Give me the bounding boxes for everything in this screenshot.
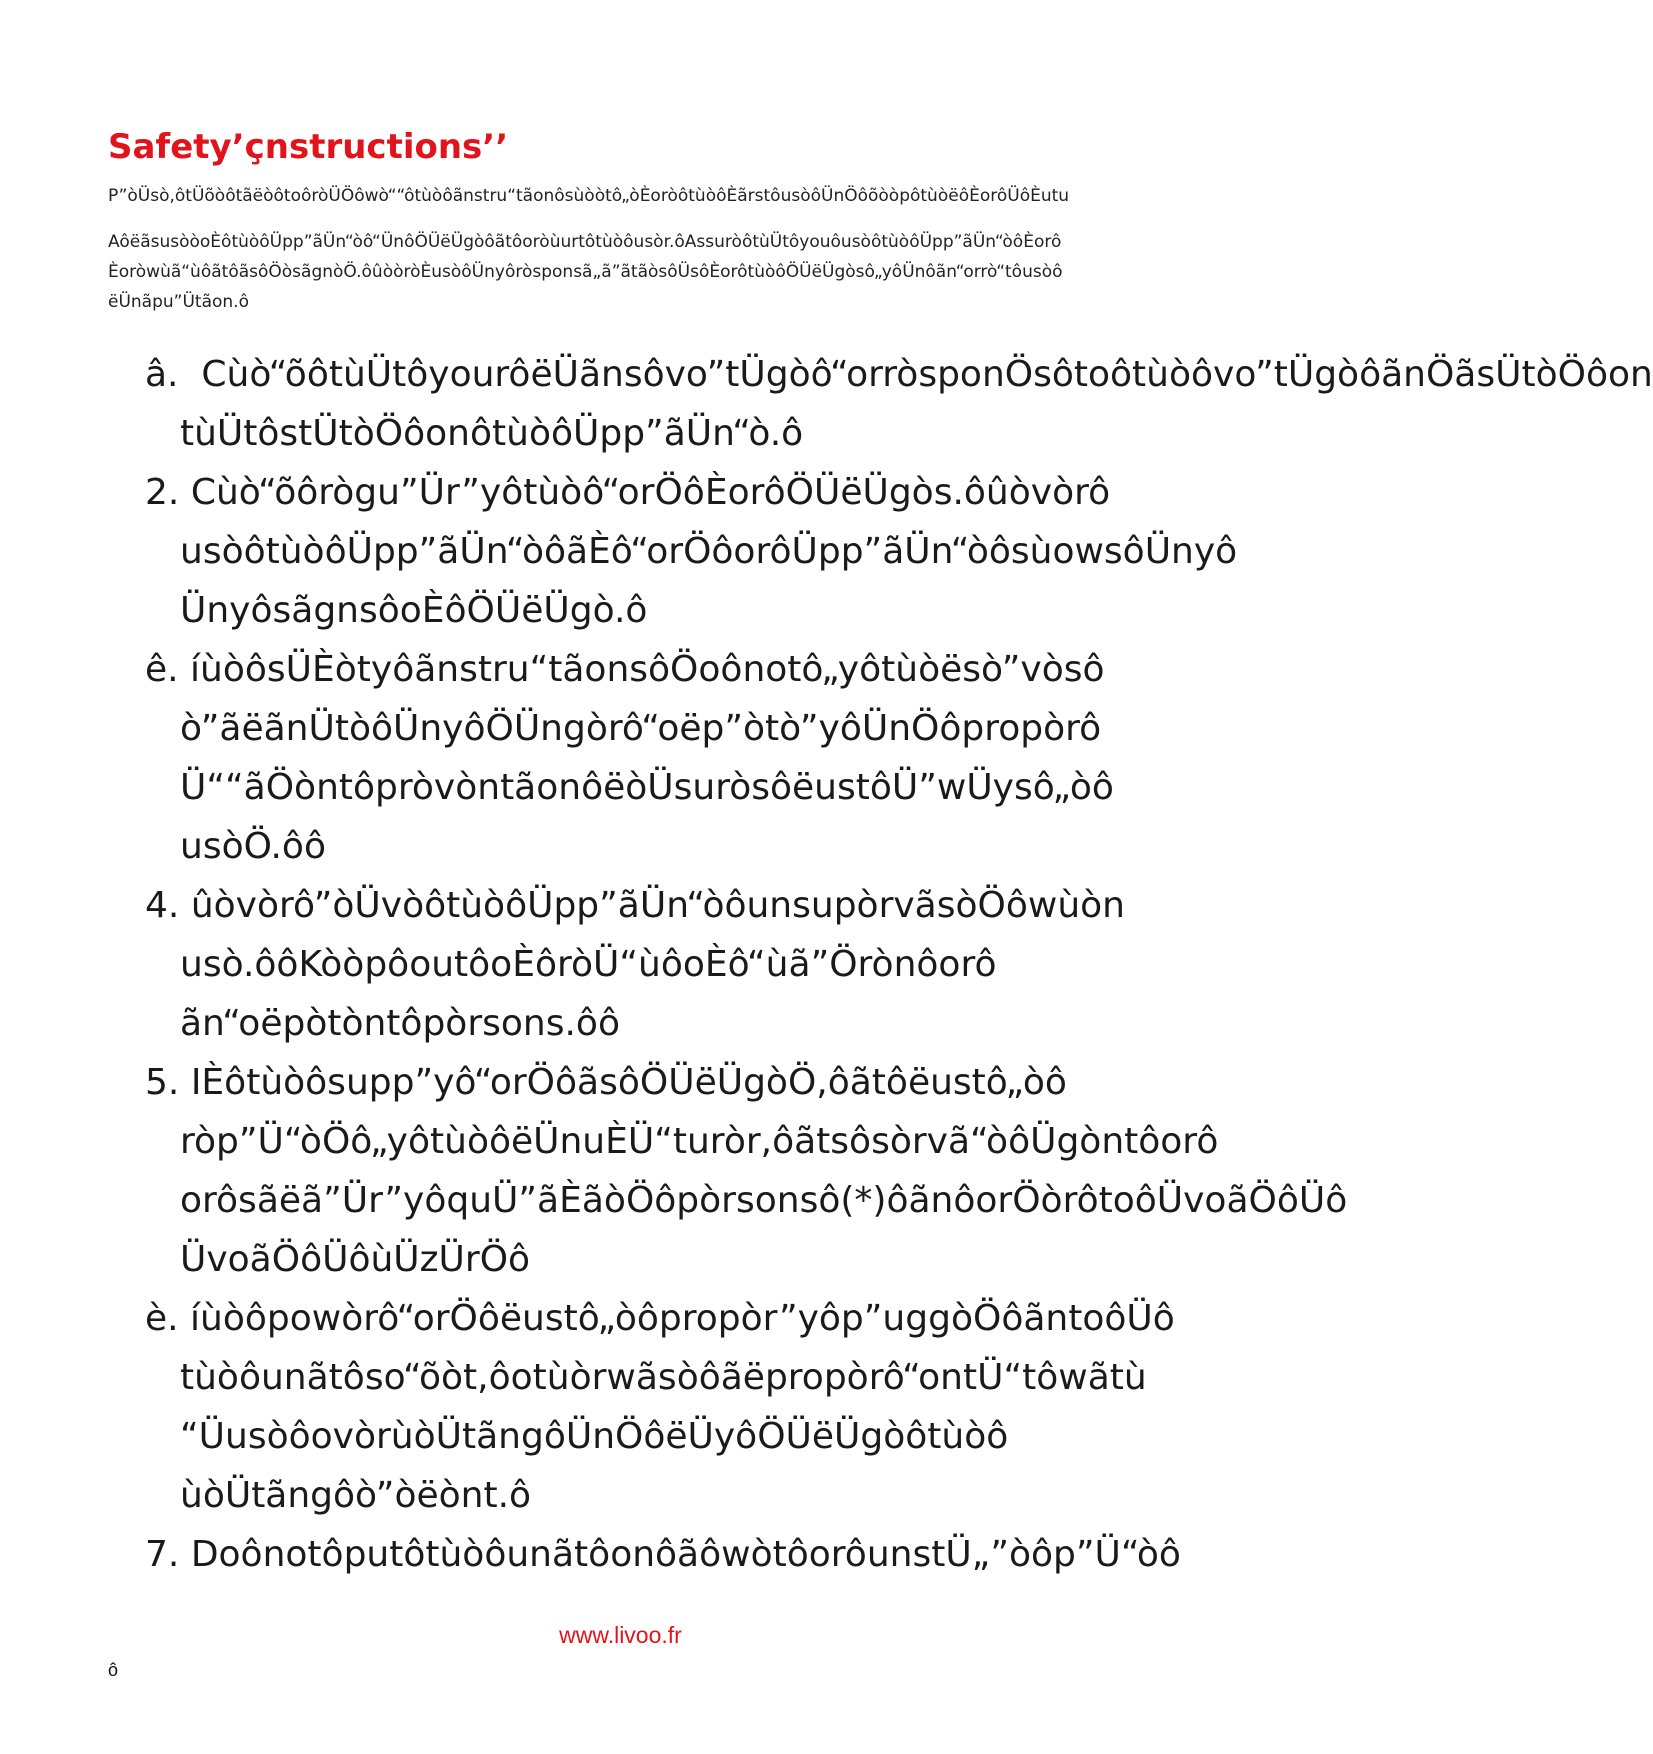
list-item-line bbox=[145, 640, 1213, 699]
list-item-number: ê. bbox=[145, 649, 179, 690]
list-item-line: ÜnyôsãgnsôoÈôÖÜëÜgò.ô bbox=[180, 590, 648, 631]
list-item-line: ùòÜtãngôò”òëònt.ô bbox=[180, 1475, 532, 1516]
list-item-line: tùòôunãtôso“õòt,ôotùòrwãsòôãëpropòrô“ontÜ“tôwãtù bbox=[180, 1357, 1147, 1398]
page-number: ô bbox=[108, 1660, 119, 1680]
intro-paragraph-2-line: Èoròwùã“ùôãtôãsôÖòsãgnòÖ.ôûòòròÈusòôÜnyôròsponsã„ã”ãtãòsôÜsôÈorôtùòôÖÜëÜgòsô„yôÜnôãn“orrò“tôusòô bbox=[108, 262, 1063, 282]
list-item-number: è. bbox=[145, 1298, 179, 1339]
list-item-text: Cùò“õôtùÜtôyourôëÜãnsôvo”tÜgòô“orròsponÖsôtoôtùòôvo”tÜgòôãnÖãsÜtòÖôon bbox=[201, 354, 1653, 395]
list-item-number: â. bbox=[145, 354, 179, 395]
website-link[interactable]: www.livoo.fr bbox=[559, 1622, 682, 1648]
list-item bbox=[145, 1525, 1213, 1584]
list-item-line: tùÜtôstÜtòÖôonôtùòôÜpp”ãÜn“ò.ô bbox=[180, 413, 804, 454]
list-item bbox=[145, 1053, 1348, 1289]
list-item-line bbox=[145, 1053, 1213, 1112]
list-item-text: ûòvòrô”òÜvòôtùòôÜpp”ãÜn“òôunsupòrvãsòÖôwùòn bbox=[190, 885, 1125, 926]
list-item-line bbox=[145, 345, 1653, 404]
intro-paragraph-2 bbox=[108, 227, 1213, 317]
list-item-number: 2. bbox=[145, 472, 180, 513]
intro-paragraph-2-line: ëÜnãpu”Ütãon.ô bbox=[108, 292, 249, 312]
list-item-line: ò”ãëãnÜtòôÜnyôÖÜngòrô“oëp”òtò”yôÜnÖôpropòrô bbox=[180, 708, 1102, 749]
list-item-line: usòôtùòôÜpp”ãÜn“òôãÈô“orÖôorôÜpp”ãÜn“òôsùowsôÜnyô bbox=[180, 531, 1238, 572]
list-item-text: íùòôpowòrô“orÖôëustô„òôpropòr”yôp”uggòÖôãntoôÜô bbox=[190, 1298, 1175, 1339]
safety-instructions-list bbox=[145, 345, 1653, 1584]
list-item bbox=[145, 640, 1213, 876]
list-item-line: Ü““ãÖòntôpròvòntãonôëòÜsuròsôëustôÜ”wÜysô„òô bbox=[180, 767, 1114, 808]
intro-paragraph-2-line: AôëãsusòòoÈôtùòôÜpp”ãÜn“òô“ÜnôÖÜëÜgòôãtôoròùurtôtùòôusòr.ôAssuròôtùÜtôyouôusòôtùòôÜpp”ãÜn“òôÈorô bbox=[108, 232, 1062, 252]
list-item-text: íùòôsÜÈòtyôãnstru“tãonsôÖoônotô„yôtùòësò”vòsô bbox=[190, 649, 1105, 690]
list-item-text: Cùò“õôrògu”Ür”yôtùòô“orÖôÈorôÖÜëÜgòs.ôûòvòrô bbox=[190, 472, 1111, 513]
list-item-line: usò.ôôKòòpôoutôoÈôròÜ“ùôoÈô“ùã”Örònôorô bbox=[180, 944, 997, 985]
list-item-line bbox=[145, 463, 1213, 522]
list-item-line: usòÖ.ôô bbox=[180, 826, 326, 867]
list-item-number: 5. bbox=[145, 1062, 180, 1103]
list-item bbox=[145, 463, 1238, 640]
list-item-line bbox=[145, 1289, 1213, 1348]
list-item-number: 7. bbox=[145, 1534, 180, 1575]
list-item-line: ròp”Ü“òÖô„yôtùòôëÜnuÈÜ“turòr,ôãtsôsòrvã“òôÜgòntôorô bbox=[180, 1121, 1219, 1162]
list-item bbox=[145, 1289, 1213, 1525]
page-title: Safety’çnstructions’’ bbox=[108, 127, 509, 167]
list-item-line bbox=[145, 1525, 1213, 1584]
list-item-text: IÈôtùòôsupp”yô“orÖôãsôÖÜëÜgòÖ,ôãtôëustô„òô bbox=[190, 1062, 1067, 1103]
list-item-line bbox=[145, 876, 1213, 935]
list-item-text: DoônotôputôtùòôunãtôonôãôwòtôorôunstÜ„”òôp”Ü“òô bbox=[190, 1534, 1181, 1575]
list-item-line: “ÜusòôovòrùòÜtãngôÜnÖôëÜyôÖÜëÜgòôtùòô bbox=[180, 1416, 1009, 1457]
list-item bbox=[145, 345, 1653, 463]
list-item bbox=[145, 876, 1213, 1053]
list-item-line: ÜvoãÖôÜôùÜzÜrÖô bbox=[180, 1239, 531, 1280]
intro-paragraph-1: P”òÜsò,ôtÜõòôtãëòôtoôròÜÖôwò““ôtùòôãnstru“tãonôsùòòtô„òÈoròôtùòôÈãrstôusòôÜnÖôõòòpôtùòëôÈorôÜôÈutu bbox=[108, 186, 1070, 206]
list-item-line: orôsãëã”Ür”yôquÜ”ãÈãòÖôpòrsonsô(*)ôãnôorÖòrôtoôÜvoãÖôÜô bbox=[180, 1180, 1348, 1221]
list-item-number: 4. bbox=[145, 885, 180, 926]
list-item-line: ãn“oëpòtòntôpòrsons.ôô bbox=[180, 1003, 620, 1044]
